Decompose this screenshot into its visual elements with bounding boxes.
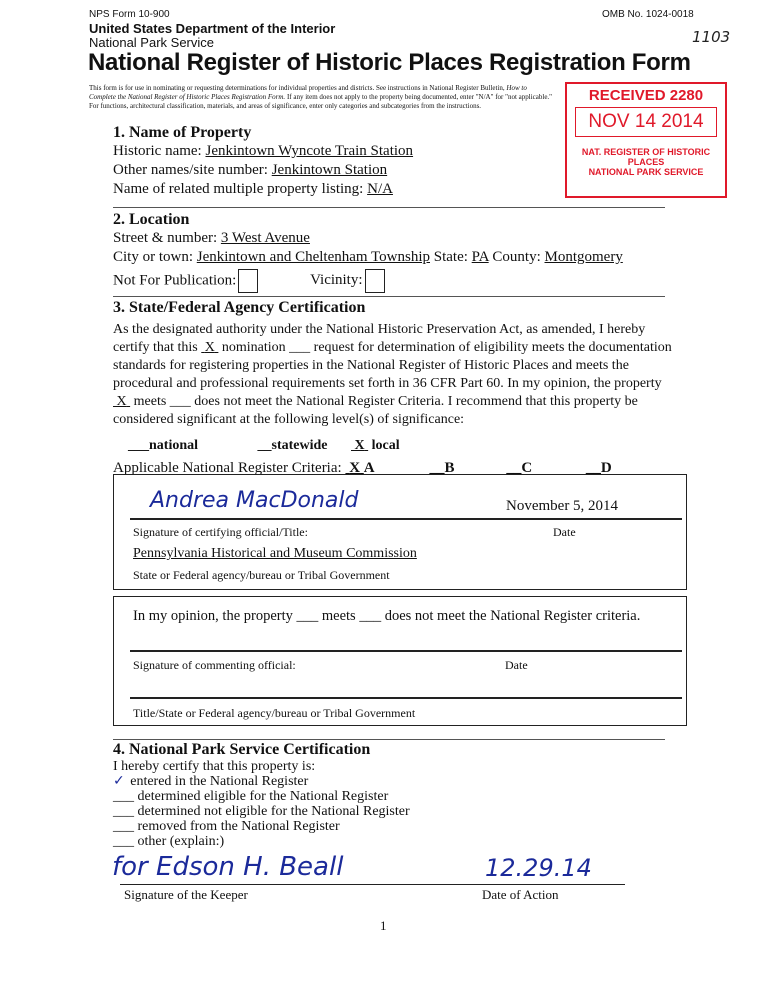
other-names-value: Jenkintown Station [271, 162, 388, 178]
option-entered: entered in the National Register [130, 774, 309, 789]
meets-mark: X [116, 394, 127, 409]
form-number: NPS Form 10-900 [89, 9, 170, 20]
keeper-signature: for Edson H. Beall [112, 852, 344, 882]
divider [113, 739, 665, 740]
field-label: Other names/site number: [113, 162, 268, 178]
multiple-listing-value: N/A [367, 181, 393, 197]
city-value: Jenkintown and Cheltenham Township [196, 249, 430, 265]
section-heading: 3. State/Federal Agency Certification [113, 299, 366, 316]
local-mark: X [354, 438, 365, 453]
agency-value: Pennsylvania Historical and Museum Commission [133, 546, 417, 561]
section-heading: 2. Location [113, 211, 190, 228]
cert-text: does not meet the National Register Criteria. I recommend that this property be considered significant at the following level(s) of significance: [113, 394, 638, 427]
signature-line [120, 884, 625, 885]
option-not-eligible: determined not eligible for the National Register [137, 804, 410, 819]
cert-text: request for determination of eligibility meets the documentation standards for registering properties in the National Register of Historic Places and meets the procedural and professional requirements set forth in 36 CFR Part 60. In my opinion, the property [113, 340, 672, 391]
nomination-mark: X [204, 340, 215, 355]
cert-text: nomination [221, 340, 286, 355]
section-name-of-property [113, 123, 413, 199]
comment-signature-label: Signature of commenting official: [133, 658, 296, 672]
significance-levels: ___national __statewide X local [128, 438, 400, 453]
instructions-italic: How to Complete the National Register of Historic Places Registration Form. [89, 84, 527, 101]
section-heading: 1. Name of Property [113, 124, 252, 141]
level-national: national [149, 438, 199, 453]
historic-name-value: Jenkintown Wyncote Train Station [205, 143, 414, 159]
criteria-a-mark: X [349, 460, 361, 476]
level-statewide: statewide [271, 438, 328, 453]
field-label: Not For Publication: [113, 272, 237, 289]
date-label: Date [553, 525, 576, 539]
section-nps-certification: 4. National Park Service Certification I hereby certify that this property is: ✓ entered in the National Register ___ determined eligible for the National Register ___ determined not eligible for the National Register ___ removed from the National Register ___ other (explain:) [113, 741, 410, 849]
not-for-publication-checkbox[interactable] [238, 269, 258, 293]
certifying-signature: Andrea MacDonald [150, 488, 359, 513]
cert-text: As the designated authority under the National Historic Preservation Act, as amended, I hereby certify that this [113, 322, 646, 355]
cert-text: meets [133, 394, 167, 409]
action-date: 12.29.14 [485, 854, 592, 882]
instructions-text: This form is for use in nominating or requesting determinations for individual properties and districts. See instructions in National Register Bulletin, [89, 84, 505, 92]
street-value: 3 West Avenue [220, 230, 310, 246]
divider [113, 207, 665, 208]
omb-number: OMB No. 1024-0018 [602, 9, 694, 20]
divider [113, 296, 665, 297]
signature-line [130, 650, 682, 652]
signature-label: Signature of certifying official/Title: [133, 525, 308, 539]
section-certification: 3. State/Federal Agency Certification As the designated authority under the National Historic Preservation Act, as amended, I hereby certify that this X nomination ___ request for determination of eligibility meets the documentation standards for registering properties in the National Register of Historic Places and meets the procedural and professional requirements set forth in 36 CFR Part 60. In my opinion, the property X meets ___ does not meet the National Register Criteria. I recommend that this property be considered significant at the following level(s) of significance: ___national __statewide X local Applicable National Register Criteria: X A __B __C __D [113, 298, 678, 477]
criteria-b: B [444, 460, 455, 476]
signature-line [130, 518, 682, 520]
section-heading: 4. National Park Service Certification [113, 741, 371, 758]
stamp-date: NOV 14 2014 [575, 107, 717, 137]
comment-date-label: Date [505, 658, 528, 672]
county-value: Montgomery [544, 249, 623, 265]
received-stamp [565, 82, 727, 198]
stamp-received: RECEIVED 2280 [588, 87, 704, 104]
stamp-register: NAT. REGISTER OF HISTORIC PLACES [581, 147, 711, 167]
field-label: Vicinity: [310, 272, 363, 289]
instructions-text-2: If any item does not apply to the property being documented, enter "N/A" for "not applicable." For functions, architectural classification, materials, and areas of significance, enter only categories and subcategories from the instructions. [89, 93, 553, 110]
stamp-nps: NATIONAL PARK SERVICE [588, 167, 704, 177]
level-local: local [371, 438, 400, 453]
option-removed: removed from the National Register [137, 819, 340, 834]
agency-label: State or Federal agency/bureau or Tribal Government [133, 568, 390, 582]
nps-intro: I hereby certify that this property is: [113, 759, 316, 774]
field-label: Applicable National Register Criteria: [113, 460, 342, 476]
option-other: other (explain:) [137, 834, 225, 849]
criteria-d: D [600, 460, 612, 476]
agency: National Park Service [89, 35, 214, 50]
field-label: City or town: [113, 249, 194, 265]
criteria-c: C [521, 460, 533, 476]
criteria-a: A [363, 460, 374, 476]
field-label: State: [433, 249, 468, 265]
field-label: Name of related multiple property listing: [113, 181, 364, 197]
page-number: 1 [380, 918, 387, 933]
criteria-row: Applicable National Register Criteria: X A __B __C __D [113, 460, 612, 476]
keeper-label: Signature of the Keeper [124, 887, 248, 902]
field-label: Street & number: [113, 230, 218, 246]
vicinity-checkbox[interactable] [365, 269, 385, 293]
instructions [89, 84, 554, 111]
state-value: PA [471, 249, 489, 265]
field-label: County: [492, 249, 541, 265]
form-title: National Register of Historic Places Registration Form [88, 49, 691, 76]
section-location [113, 210, 623, 293]
field-label: Historic name: [113, 143, 202, 159]
opinion-text: In my opinion, the property ___ meets ___ does not meet the National Register criteria. [133, 608, 641, 624]
action-label: Date of Action [482, 887, 559, 902]
certification-date: November 5, 2014 [506, 498, 619, 514]
option-eligible: determined eligible for the National Register [137, 789, 389, 804]
handwritten-number: 1103 [692, 28, 731, 46]
signature-line [130, 697, 682, 699]
checkmark-icon: ✓ [113, 773, 125, 789]
department: United States Department of the Interior [89, 21, 336, 36]
comment-agency-label: Title/State or Federal agency/bureau or Tribal Government [133, 706, 416, 720]
